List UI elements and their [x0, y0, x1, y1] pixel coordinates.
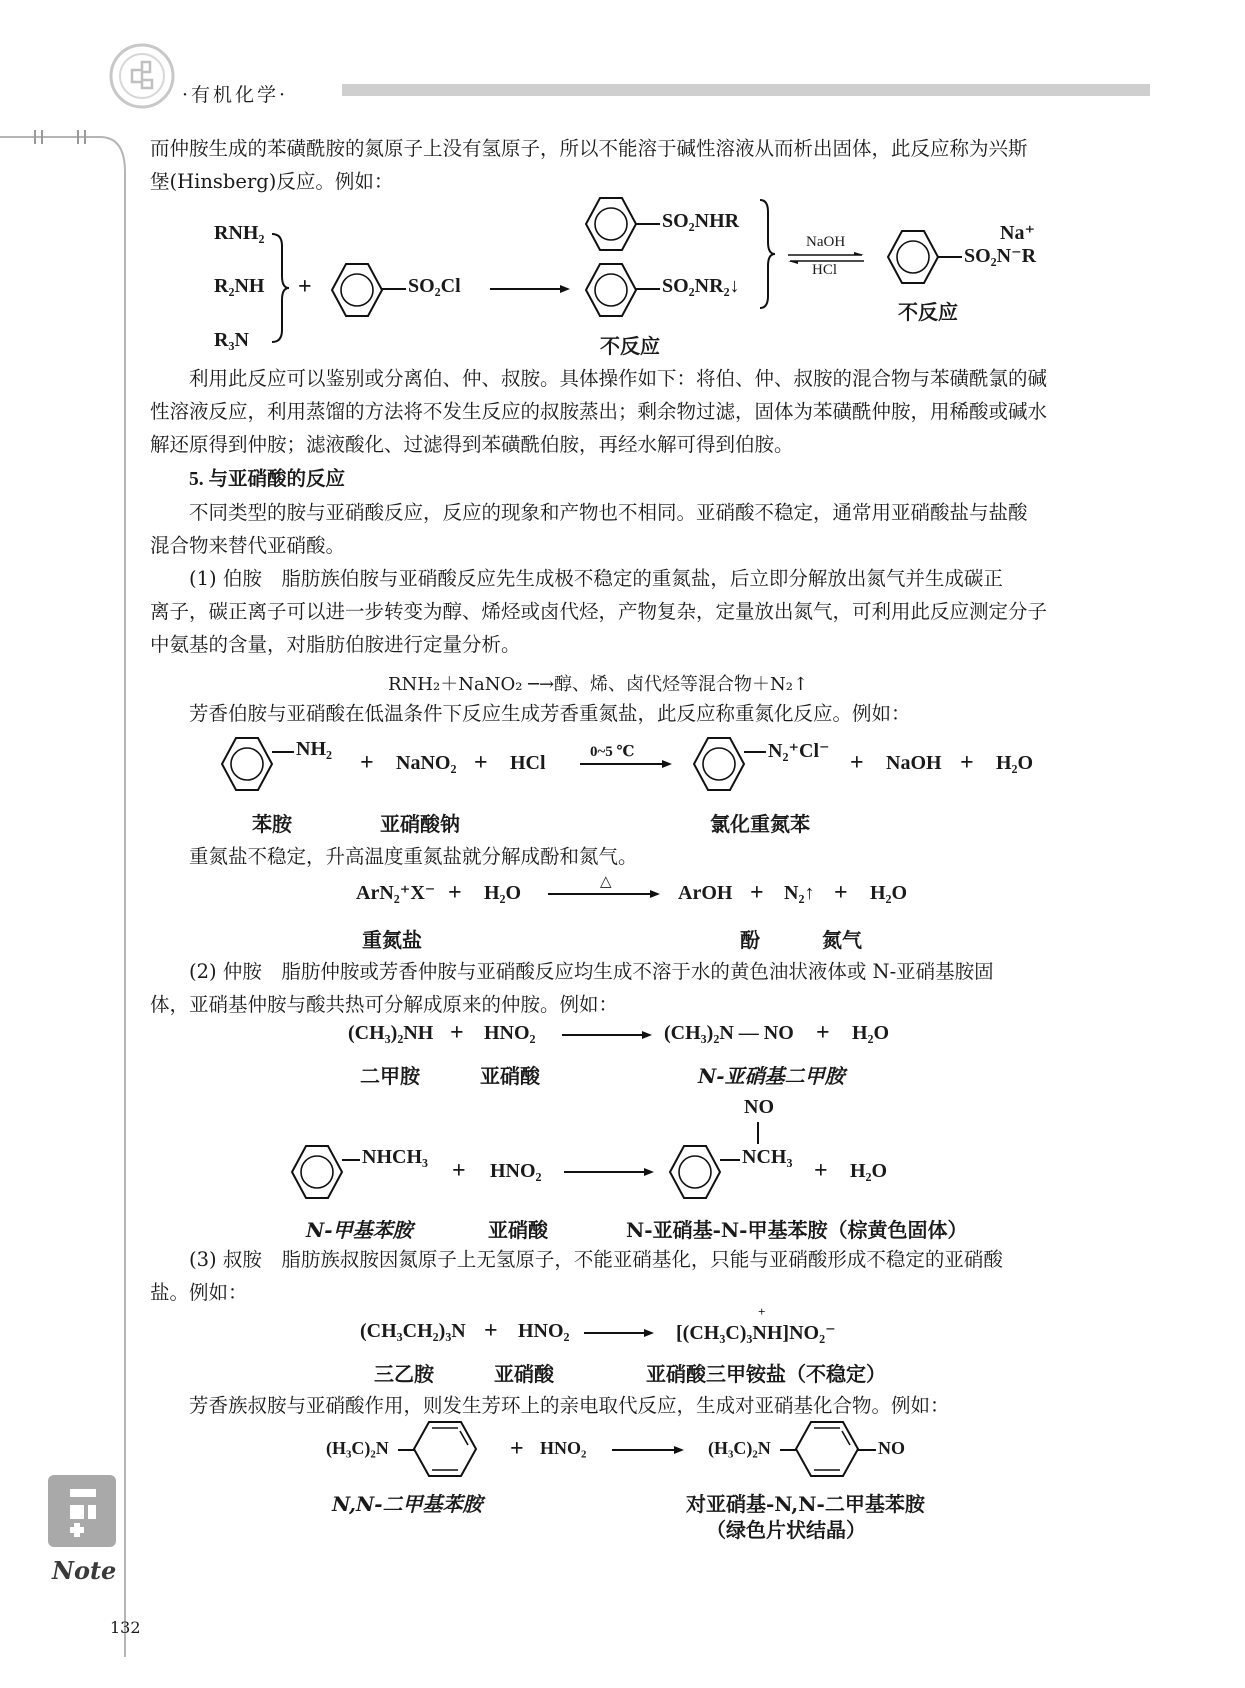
plus-t1: +	[484, 1318, 498, 1344]
bond-reagent	[382, 287, 406, 291]
dimethylamine: (CH₃)₂NH	[348, 1022, 434, 1044]
nitroso-group-para: NO	[878, 1438, 905, 1458]
bond-diazonium	[744, 750, 766, 754]
label-dimethylamine: 二甲胺	[360, 1064, 420, 1088]
bond-nitrosamine	[720, 1158, 740, 1162]
brace-left	[270, 232, 290, 344]
benzene-ring-salt	[884, 225, 942, 289]
side-decoration	[0, 137, 128, 1657]
amine-primary: RNH₂	[214, 222, 265, 244]
arrow-dimethyl	[562, 1031, 652, 1039]
sodium-cation: Na⁺	[1000, 222, 1035, 244]
nitroso-group: NO	[744, 1096, 774, 1118]
condition-naoh: NaOH	[806, 234, 846, 250]
amine-tertiary: R₃N	[214, 329, 249, 351]
nitrous-acid-a: HNO₂	[540, 1438, 587, 1458]
sulfonamide-primary: SO₂NHR	[662, 210, 740, 232]
equation-rnh2: RNH₂＋NaNO₂ ─→醇、烯、卤代烃等混合物＋N₂↑	[388, 674, 809, 695]
plus-m1: +	[450, 1020, 464, 1046]
arrow-dimethylaniline	[612, 1446, 684, 1454]
bond-n-methylaniline	[342, 1158, 360, 1162]
amine-secondary: R₂NH	[214, 275, 265, 297]
phenol: ArOH	[678, 882, 733, 904]
note-icon	[48, 1475, 116, 1547]
label-triethylamine: 三乙胺	[374, 1362, 434, 1386]
plus-d2: +	[750, 880, 764, 906]
note-label: Note	[52, 1556, 117, 1585]
water: H₂O	[996, 752, 1034, 774]
plus-d1: +	[448, 880, 462, 906]
benzene-ring-product1	[582, 192, 640, 256]
arrow-hinsberg	[490, 285, 570, 293]
bond-product-right	[858, 1448, 876, 1452]
label-nitrous-acid: 亚硝酸	[480, 1064, 540, 1088]
bond-product1	[636, 222, 660, 226]
paragraph-hinsberg: 而仲胺生成的苯磺酰胺的氮原子上没有氢原子，所以不能溶于碱性溶液从而析出固体，此反应称为兴斯 堡(Hinsberg)反应。例如：	[150, 137, 1028, 193]
no-reaction-label-1: 不反应	[600, 334, 660, 358]
label-n-methylaniline: N-甲基苯胺	[306, 1218, 413, 1242]
sulfonamide-secondary: SO₂NR₂↓	[662, 275, 740, 297]
label-n-nitrosodimethylamine: N-亚硝基二甲胺	[698, 1064, 845, 1088]
paragraph-tertiary-amine: (3) 叔胺 脂肪族叔胺因氮原子上无氢原子，不能亚硝基化，只能与亚硝酸形成不稳定的亚硝酸 盐。例如：	[150, 1248, 1003, 1304]
label-nitrogen: 氮气	[822, 928, 862, 952]
plus-3: +	[850, 750, 864, 776]
hydrochloric-acid: HCl	[510, 752, 546, 774]
label-nitrous-acid-n: 亚硝酸	[488, 1218, 548, 1242]
plus-m2: +	[816, 1020, 830, 1046]
diazonium-salt: ArN₂⁺X⁻	[356, 882, 436, 904]
label-aniline: 苯胺	[252, 812, 292, 836]
benzene-ring-reagent	[328, 258, 386, 322]
n-methylamino-group: NHCH₃	[362, 1146, 428, 1168]
plus-n2: +	[814, 1158, 828, 1184]
bond-aniline	[272, 750, 294, 754]
paragraph-primary-amine: (1) 伯胺 脂肪族伯胺与亚硝酸反应先生成极不稳定的重氮盐，后立即分解放出氮气并生成碳正 离子，碳正离子可以进一步转变为醇、烯烃或卤代烃，产物复杂，定量放出氮气，可利用此反应测定分子 中氨基的含量，对脂肪伯胺进行定量分析。	[150, 567, 1048, 656]
nitrous-acid-n: HNO₂	[490, 1160, 542, 1182]
bond-product2	[636, 287, 660, 291]
condition-hcl: HCl	[812, 262, 838, 278]
label-n-nitroso-n-methylaniline: N-亚硝基-N-甲基苯胺（棕黄色固体）	[626, 1218, 968, 1242]
paragraph-separation: 利用此反应可以鉴别或分离伯、仲、叔胺。具体操作如下：将伯、仲、叔胺的混合物与苯磺酰氯的碱 性溶液反应，利用蒸馏的方法将不发生反应的叔胺蒸出；剩余物过滤，固体为苯磺酰仲胺，用稀酸或碱水 解还原得到仲胺；滤液酸化、过滤得到苯磺酰伯胺，再经水解可得到伯胺。	[150, 367, 1048, 456]
arrow-triethyl	[584, 1329, 654, 1337]
benzene-ring-n-methylaniline	[288, 1140, 346, 1204]
book-logo-icon	[108, 42, 176, 110]
condition-heat: △	[600, 874, 612, 890]
bond-nitroso	[756, 1122, 760, 1144]
paragraph-aromatic-tertiary: 芳香族叔胺与亚硝酸作用，则发生芳环上的亲电取代反应，生成对亚硝基化合物。例如：	[189, 1394, 950, 1417]
label-nitrous-acid-t: 亚硝酸	[494, 1362, 554, 1386]
label-diazonium-salt: 重氮盐	[362, 928, 422, 952]
label-ammonium-nitrite: 亚硝酸三甲铵盐（不稳定）	[646, 1362, 886, 1386]
condition-temperature: 0~5 ℃	[590, 744, 635, 760]
label-sodium-nitrite: 亚硝酸钠	[380, 812, 460, 836]
label-green-crystals: （绿色片状结晶）	[706, 1518, 866, 1542]
plus-1: +	[360, 750, 374, 776]
n-methyl-nitrogen: NCH₃	[742, 1146, 793, 1168]
dimethylamino-group-product: (H₃C)₂N	[708, 1438, 771, 1458]
paragraph-diazo-unstable: 重氮盐不稳定，升高温度重氮盐就分解成酚和氮气。	[189, 845, 638, 868]
bond-salt	[938, 255, 962, 259]
sulfonamide-salt: SO₂N⁻R	[964, 245, 1037, 267]
plus-2: +	[474, 750, 488, 776]
plus-a1: +	[510, 1436, 524, 1462]
n-nitrosodimethylamine: (CH₃)₂N — NO	[664, 1022, 794, 1044]
plus-n1: +	[452, 1158, 466, 1184]
brace-right	[758, 198, 778, 310]
nitrogen-gas: N₂↑	[784, 882, 815, 904]
benzene-ring-product2	[582, 258, 640, 322]
paragraph-nitrous-intro: 不同类型的胺与亚硝酸反应，反应的现象和产物也不相同。亚硝酸不稳定，通常用亚硝酸盐与盐酸 混合物来替代亚硝酸。	[150, 501, 1028, 557]
water-reactant: H₂O	[484, 882, 522, 904]
benzene-ring-diazonium	[690, 732, 748, 796]
label-benzenediazonium: 氯化重氮苯	[710, 812, 810, 836]
paragraph-diazotization: 芳香伯胺与亚硝酸在低温条件下反应生成芳香重氮盐，此反应称重氮化反应。例如：	[189, 702, 911, 725]
water-n: H₂O	[850, 1160, 888, 1182]
benzene-ring-nitroso-product	[792, 1418, 862, 1480]
benzene-ring-nitrosamine	[666, 1140, 724, 1204]
sodium-hydroxide: NaOH	[886, 752, 942, 774]
label-dimethylaniline: N,N-二甲基苯胺	[332, 1492, 483, 1516]
label-nitroso-dimethylaniline: 对亚硝基-N,N-二甲基苯胺	[686, 1492, 925, 1516]
sodium-nitrite: NaNO₂	[396, 752, 457, 774]
header-bar	[342, 84, 1150, 96]
no-reaction-label-2: 不反应	[898, 300, 958, 324]
label-phenol: 酚	[740, 928, 760, 952]
arrow-nmethyl	[564, 1168, 654, 1176]
water-m: H₂O	[852, 1022, 890, 1044]
triethylamine: (CH₃CH₂)₃N	[360, 1320, 466, 1342]
paragraph-secondary-amine: (2) 仲胺 脂肪仲胺或芳香仲胺与亚硝酸反应均生成不溶于水的黄色油状液体或 N-亚硝基胺固 体，亚硝基仲胺与酸共热可分解成原来的仲胺。例如：	[150, 960, 994, 1016]
book-title: ·有机化学·	[182, 84, 289, 106]
benzene-ring-aniline	[218, 732, 276, 796]
plus-sign: +	[298, 274, 312, 300]
dimethylamino-group: (H₃C)₂N	[326, 1438, 389, 1458]
ammonium-charge: +	[758, 1304, 766, 1319]
amino-group: NH₂	[296, 738, 332, 760]
nitrous-acid-t: HNO₂	[518, 1320, 570, 1342]
ammonium-nitrite: [(CH₃C)₃NH]NO₂⁻	[676, 1322, 836, 1344]
plus-d3: +	[834, 880, 848, 906]
section-heading-5: 5. 与亚硝酸的反应	[189, 469, 346, 490]
nitrous-acid: HNO₂	[484, 1022, 536, 1044]
diazonium-group: N₂⁺Cl⁻	[768, 740, 830, 762]
plus-4: +	[960, 750, 974, 776]
water-product: H₂O	[870, 882, 908, 904]
page-number: 132	[110, 1618, 141, 1637]
arrow-diazo	[580, 760, 672, 768]
arrow-decomp	[548, 890, 660, 898]
benzene-ring-dimethylaniline	[410, 1418, 480, 1480]
sulfonyl-chloride: SO₂Cl	[408, 275, 461, 297]
